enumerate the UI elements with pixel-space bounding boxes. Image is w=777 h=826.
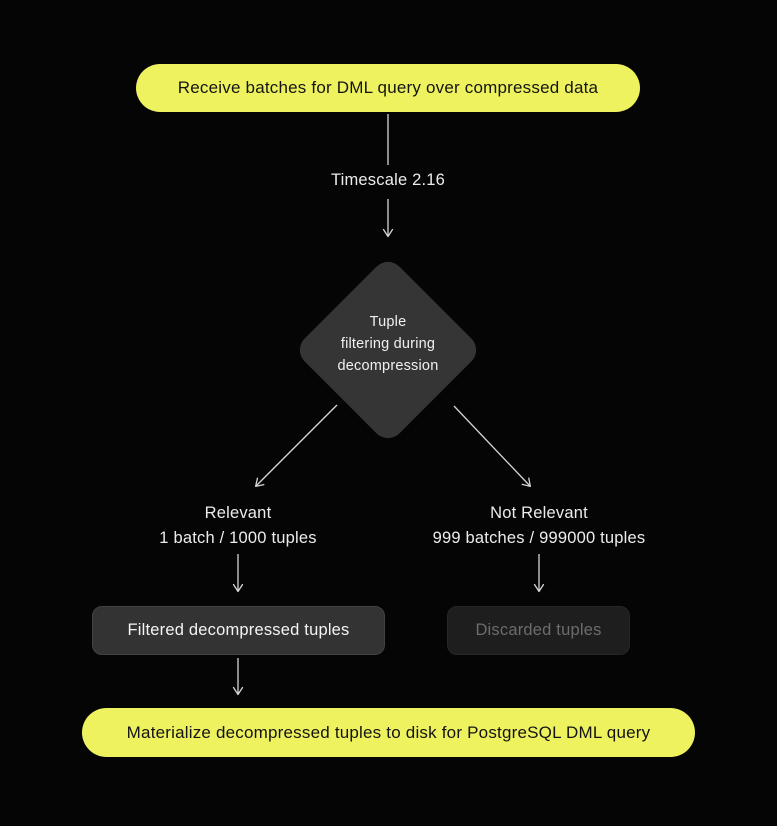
not-relevant-label-line1: Not Relevant (490, 504, 588, 522)
node-filtered-tuples-box: Filtered decompressed tuples (92, 606, 385, 655)
node-start-pill: Receive batches for DML query over compressed data (136, 64, 640, 112)
decision-label-line2: filtering during (340, 336, 436, 352)
edge-decision-to-not-relevant (454, 406, 530, 486)
branch-label-not-relevant (409, 501, 669, 551)
edge-label-timescale: Timescale 2.16 (330, 171, 446, 189)
node-decision-label (288, 311, 488, 377)
edge-decision-to-relevant (256, 405, 337, 486)
relevant-label-line2: 1 batch / 1000 tuples (159, 529, 317, 547)
node-end-pill: Materialize decompressed tuples to disk for PostgreSQL DML query (82, 708, 695, 757)
relevant-label-line1: Relevant (204, 504, 272, 522)
decision-label-line1: Tuple (369, 314, 407, 330)
not-relevant-label-line2: 999 batches / 999000 tuples (432, 529, 646, 547)
branch-label-relevant (108, 501, 368, 551)
node-discarded-tuples-box: Discarded tuples (447, 606, 630, 655)
decision-label-line3: decompression (337, 358, 439, 374)
